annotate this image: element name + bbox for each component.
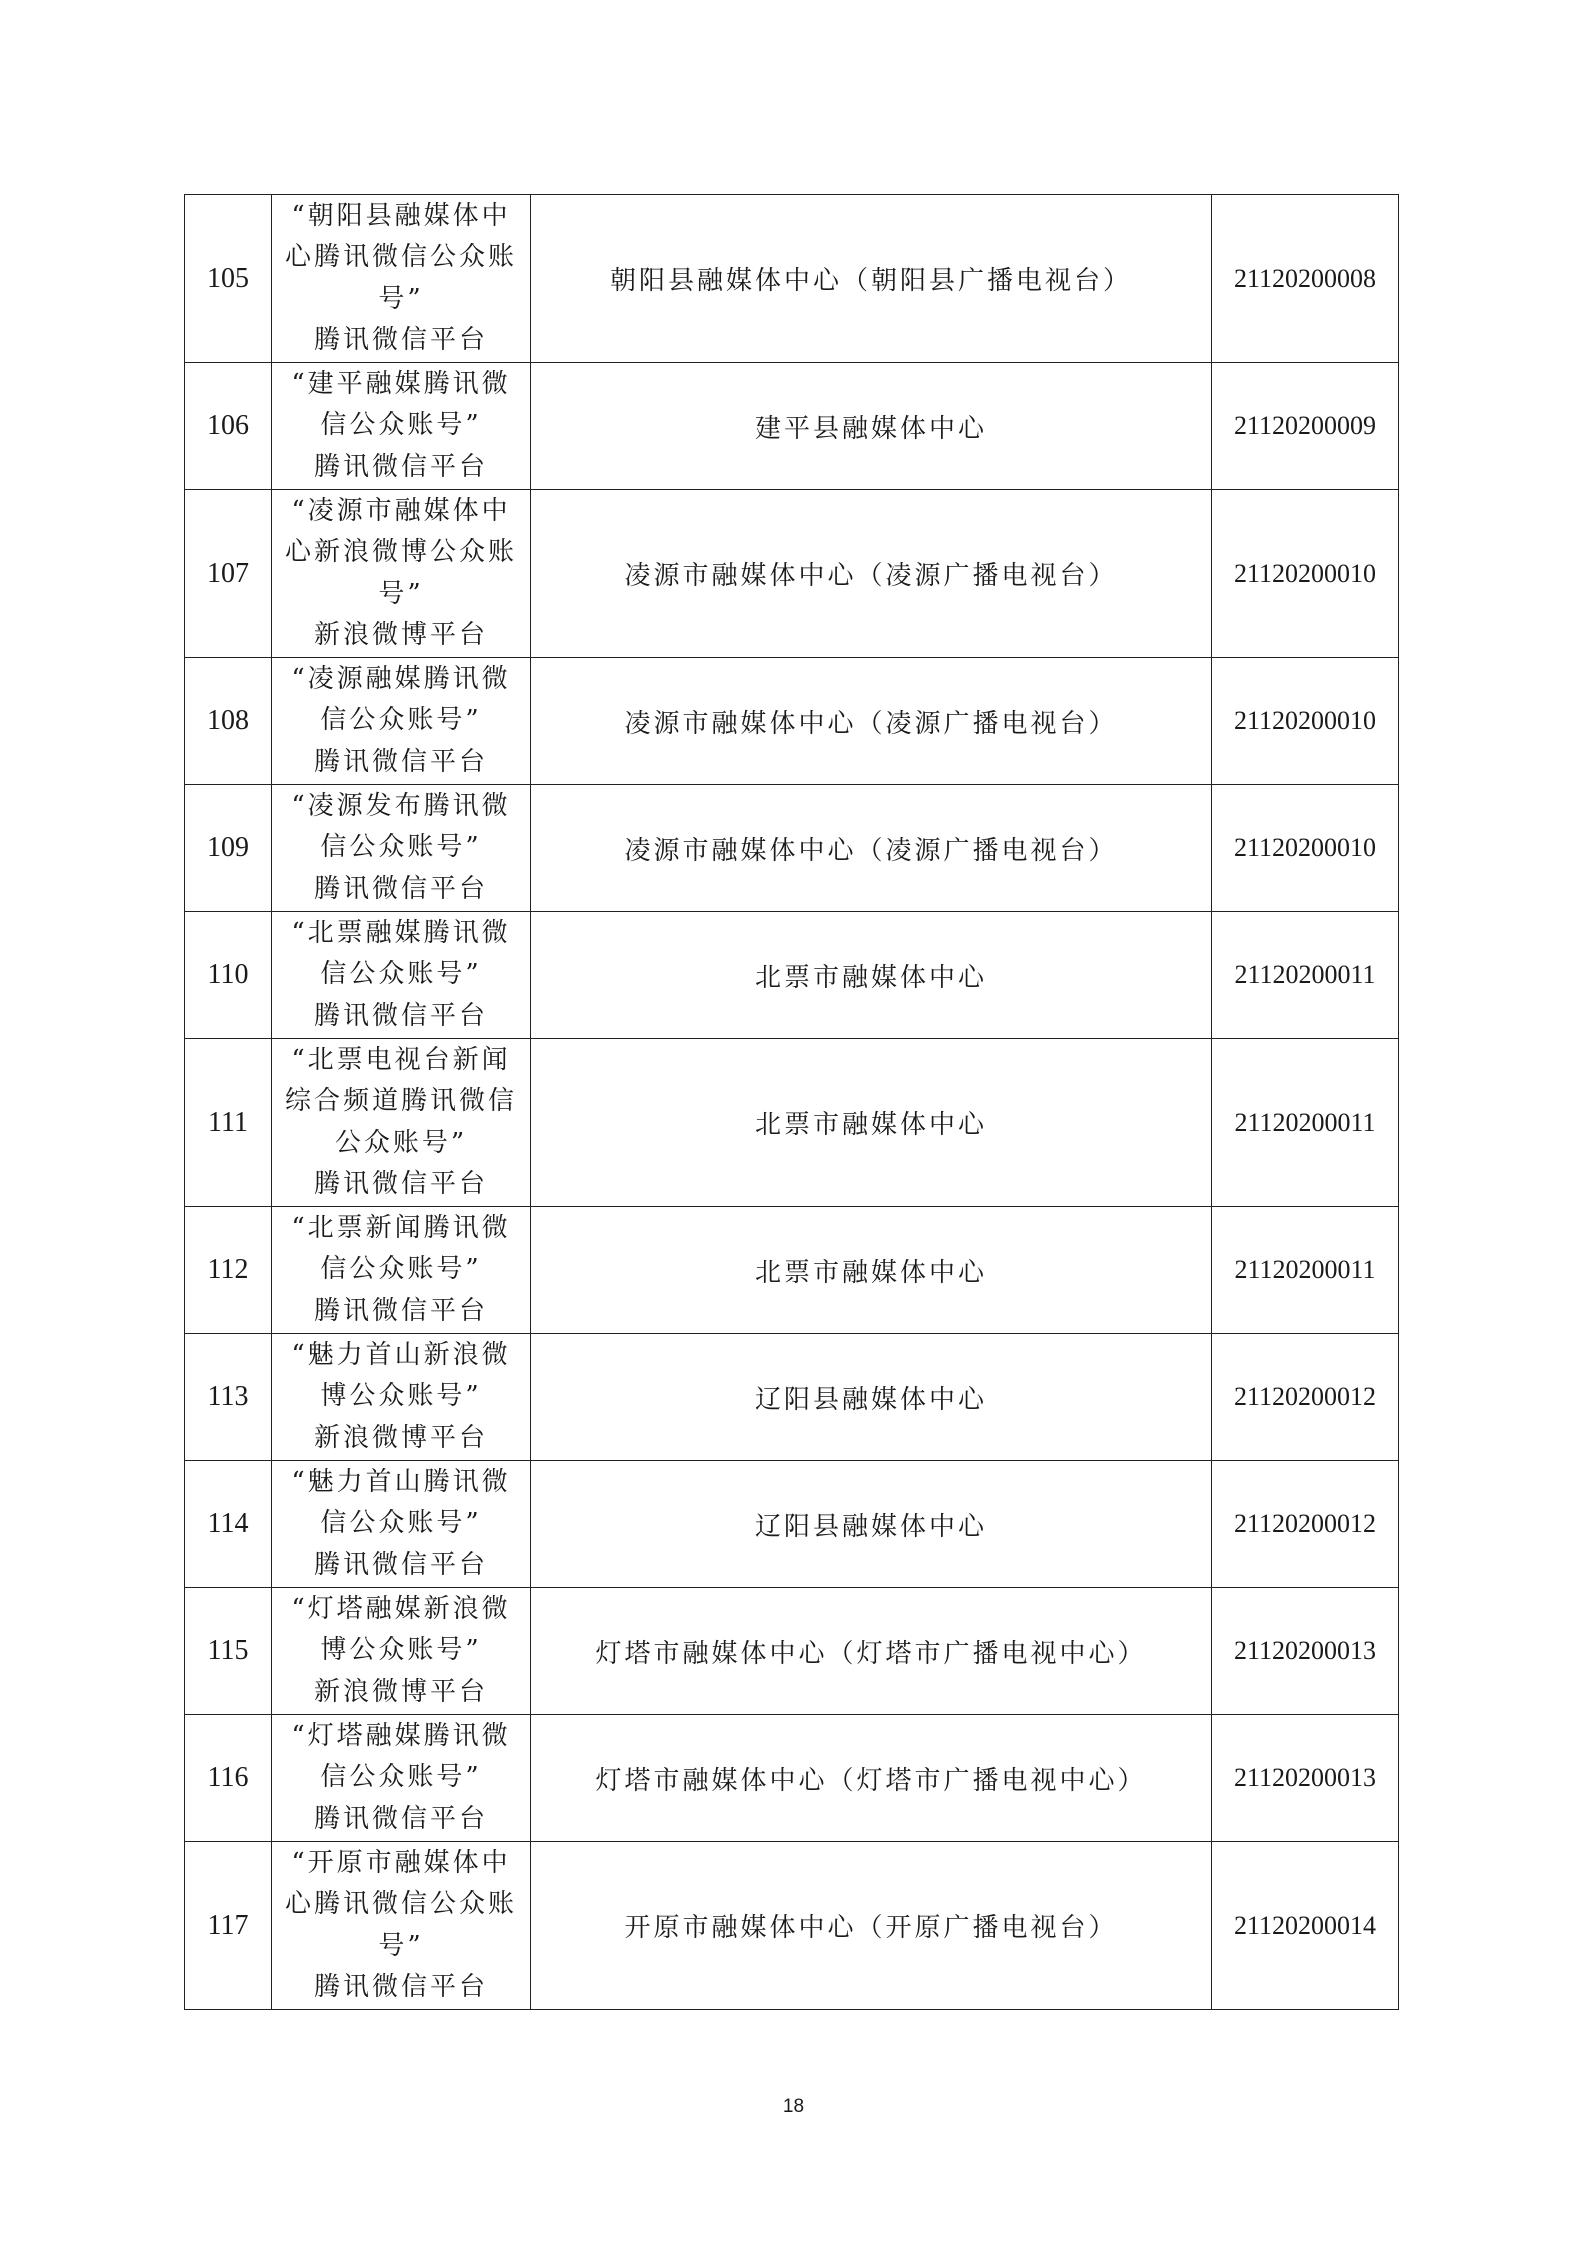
organization-cell: 朝阳县融媒体中心（朝阳县广播电视台） xyxy=(531,195,1212,363)
row-number: 105 xyxy=(185,195,272,363)
organization-cell: 灯塔市融媒体中心（灯塔市广播电视中心） xyxy=(531,1588,1212,1715)
organization-cell: 北票市融媒体中心 xyxy=(531,912,1212,1039)
table-row xyxy=(185,1715,1399,1842)
page-number: 18 xyxy=(782,2096,805,2117)
row-number: 109 xyxy=(185,785,272,912)
account-name-line: “凌源发布腾讯微 xyxy=(291,790,511,821)
account-name-line: “灯塔融媒腾讯微 xyxy=(291,1720,511,1751)
account-name-line: 心新浪微博公众账 xyxy=(284,537,517,567)
account-name-line: 博公众账号” xyxy=(320,1381,482,1412)
account-name-line: “北票新闻腾讯微 xyxy=(291,1212,511,1243)
account-name-line: 心腾讯微信公众账 xyxy=(284,242,517,272)
registry-table-body xyxy=(185,195,1399,2010)
table-row xyxy=(185,1334,1399,1461)
account-name-line: 号” xyxy=(378,1930,424,1961)
account-name-line: 腾讯微信平台 xyxy=(313,1169,488,1199)
account-name-line: 新浪微博平台 xyxy=(313,1422,488,1453)
organization-cell: 开原市融媒体中心（开原广播电视台） xyxy=(531,1842,1212,2010)
account-name-line: 信公众账号” xyxy=(320,1508,482,1539)
account-name-cell xyxy=(272,490,531,658)
organization-cell: 凌源市融媒体中心（凌源广播电视台） xyxy=(531,658,1212,785)
account-name-line: 腾讯微信平台 xyxy=(313,451,488,482)
row-number: 106 xyxy=(185,363,272,490)
organization-cell: 建平县融媒体中心 xyxy=(531,363,1212,490)
registration-code-cell: 21120200011 xyxy=(1212,1039,1399,1207)
account-name-line: 腾讯微信平台 xyxy=(313,873,488,904)
account-name-line: 腾讯微信平台 xyxy=(313,1972,488,2002)
account-name-line: “北票电视台新闻 xyxy=(291,1044,511,1075)
account-name-line: “建平融媒腾讯微 xyxy=(291,368,511,399)
account-name-line: “开原市融媒体中 xyxy=(291,1847,511,1878)
account-name-line: 腾讯微信平台 xyxy=(313,746,488,777)
table-row xyxy=(185,658,1399,785)
account-name-cell xyxy=(272,1842,531,2010)
registration-code-cell: 21120200011 xyxy=(1212,912,1399,1039)
account-name-cell xyxy=(272,1715,531,1842)
account-name-line: 新浪微博平台 xyxy=(313,620,488,650)
registry-table xyxy=(184,194,1399,2010)
organization-cell: 灯塔市融媒体中心（灯塔市广播电视中心） xyxy=(531,1715,1212,1842)
row-number: 110 xyxy=(185,912,272,1039)
account-name-line: 腾讯微信平台 xyxy=(313,325,488,355)
account-name-line: 信公众账号” xyxy=(320,959,482,990)
registration-code-cell: 21120200012 xyxy=(1212,1334,1399,1461)
account-name-line: 心腾讯微信公众账 xyxy=(284,1889,517,1919)
row-number: 117 xyxy=(185,1842,272,2010)
account-name-line: 信公众账号” xyxy=(320,1254,482,1285)
organization-cell: 北票市融媒体中心 xyxy=(531,1039,1212,1207)
account-name-line: 号” xyxy=(378,578,424,609)
registration-code-cell: 21120200010 xyxy=(1212,785,1399,912)
registration-code-cell: 21120200010 xyxy=(1212,658,1399,785)
account-name-line: 号” xyxy=(378,283,424,314)
row-number: 113 xyxy=(185,1334,272,1461)
registration-code-cell: 21120200014 xyxy=(1212,1842,1399,2010)
account-name-line: 腾讯微信平台 xyxy=(313,1000,488,1031)
organization-cell: 凌源市融媒体中心（凌源广播电视台） xyxy=(531,785,1212,912)
account-name-line: 腾讯微信平台 xyxy=(313,1295,488,1326)
account-name-cell xyxy=(272,785,531,912)
account-name-line: 新浪微博平台 xyxy=(313,1676,488,1707)
table-row xyxy=(185,195,1399,363)
account-name-cell xyxy=(272,1461,531,1588)
row-number: 114 xyxy=(185,1461,272,1588)
table-row xyxy=(185,1461,1399,1588)
table-row xyxy=(185,1588,1399,1715)
account-name-line: 腾讯微信平台 xyxy=(313,1803,488,1834)
account-name-line: 信公众账号” xyxy=(320,705,482,736)
table-row xyxy=(185,1842,1399,2010)
registration-code-cell: 21120200010 xyxy=(1212,490,1399,658)
organization-cell: 北票市融媒体中心 xyxy=(531,1207,1212,1334)
registration-code-cell: 21120200012 xyxy=(1212,1461,1399,1588)
table-row xyxy=(185,785,1399,912)
account-name-line: “魅力首山腾讯微 xyxy=(291,1466,511,1497)
organization-cell: 辽阳县融媒体中心 xyxy=(531,1334,1212,1461)
row-number: 108 xyxy=(185,658,272,785)
row-number: 112 xyxy=(185,1207,272,1334)
account-name-line: “灯塔融媒新浪微 xyxy=(291,1593,511,1624)
account-name-cell xyxy=(272,912,531,1039)
account-name-line: “朝阳县融媒体中 xyxy=(291,200,511,231)
account-name-cell xyxy=(272,363,531,490)
account-name-cell xyxy=(272,1207,531,1334)
account-name-line: 博公众账号” xyxy=(320,1635,482,1666)
account-name-line: 信公众账号” xyxy=(320,1762,482,1793)
table-row xyxy=(185,1207,1399,1334)
registration-code-cell: 21120200011 xyxy=(1212,1207,1399,1334)
account-name-line: “北票融媒腾讯微 xyxy=(291,917,511,948)
account-name-cell xyxy=(272,195,531,363)
account-name-line: 腾讯微信平台 xyxy=(313,1549,488,1580)
account-name-line: “魅力首山新浪微 xyxy=(291,1339,511,1370)
organization-cell: 辽阳县融媒体中心 xyxy=(531,1461,1212,1588)
account-name-line: “凌源市融媒体中 xyxy=(291,495,511,526)
account-name-cell xyxy=(272,1039,531,1207)
row-number: 107 xyxy=(185,490,272,658)
account-name-line: 综合频道腾讯微信 xyxy=(284,1086,517,1116)
account-name-cell xyxy=(272,1588,531,1715)
table-row xyxy=(185,912,1399,1039)
row-number: 115 xyxy=(185,1588,272,1715)
table-row xyxy=(185,1039,1399,1207)
registration-code-cell: 21120200013 xyxy=(1212,1715,1399,1842)
account-name-cell xyxy=(272,1334,531,1461)
organization-cell: 凌源市融媒体中心（凌源广播电视台） xyxy=(531,490,1212,658)
account-name-line: 信公众账号” xyxy=(320,410,482,441)
account-name-line: 信公众账号” xyxy=(320,832,482,863)
table-row xyxy=(185,490,1399,658)
account-name-cell xyxy=(272,658,531,785)
account-name-line: “凌源融媒腾讯微 xyxy=(291,663,511,694)
table-row xyxy=(185,363,1399,490)
registration-code-cell: 21120200013 xyxy=(1212,1588,1399,1715)
row-number: 111 xyxy=(185,1039,272,1207)
registration-code-cell: 21120200008 xyxy=(1212,195,1399,363)
row-number: 116 xyxy=(185,1715,272,1842)
account-name-line: 公众账号” xyxy=(334,1127,468,1158)
registration-code-cell: 21120200009 xyxy=(1212,363,1399,490)
